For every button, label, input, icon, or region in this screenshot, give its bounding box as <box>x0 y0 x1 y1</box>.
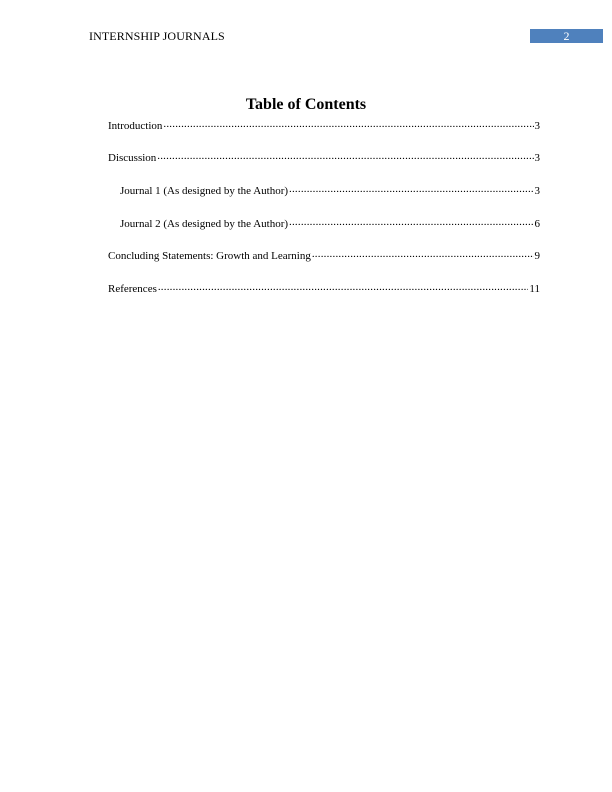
toc-dot-leader <box>163 118 533 129</box>
toc-entry-concluding-statements[interactable] <box>108 248 540 262</box>
toc-heading-text: Table of Contents <box>245 96 367 113</box>
toc-entry-references[interactable] <box>108 281 540 295</box>
toc-entry-page: 9 <box>534 250 540 262</box>
running-header-title: INTERNSHIP JOURNALS <box>89 29 225 43</box>
toc-dot-leader <box>157 150 533 161</box>
toc-entry-label: Journal 2 (As designed by the Author) <box>120 218 289 230</box>
toc-entry-page: 3 <box>534 185 540 197</box>
toc-dot-leader <box>289 216 533 227</box>
toc-entry-label: Concluding Statements: Growth and Learning <box>108 250 311 262</box>
toc-dot-leader <box>312 248 534 259</box>
toc-entry-page: 11 <box>529 283 540 295</box>
toc-dot-leader <box>158 281 529 292</box>
toc-dot-leader <box>289 183 533 194</box>
toc-heading <box>0 96 612 114</box>
toc-entry-label: References <box>108 283 157 295</box>
toc-entry-discussion[interactable] <box>108 150 540 164</box>
toc-entry-label: Discussion <box>108 152 157 164</box>
toc-entry-journal-2[interactable] <box>120 216 540 230</box>
toc-entry-journal-1[interactable] <box>120 183 540 197</box>
toc-entry-label: Introduction <box>108 120 163 132</box>
toc-entry-label: Journal 1 (As designed by the Author) <box>120 185 289 197</box>
page-number-badge: 2 <box>530 29 603 43</box>
toc-entry-page: 3 <box>534 152 540 164</box>
toc-entry-page: 3 <box>534 120 540 132</box>
toc-entry-introduction[interactable] <box>108 118 540 132</box>
toc-entry-page: 6 <box>534 218 540 230</box>
